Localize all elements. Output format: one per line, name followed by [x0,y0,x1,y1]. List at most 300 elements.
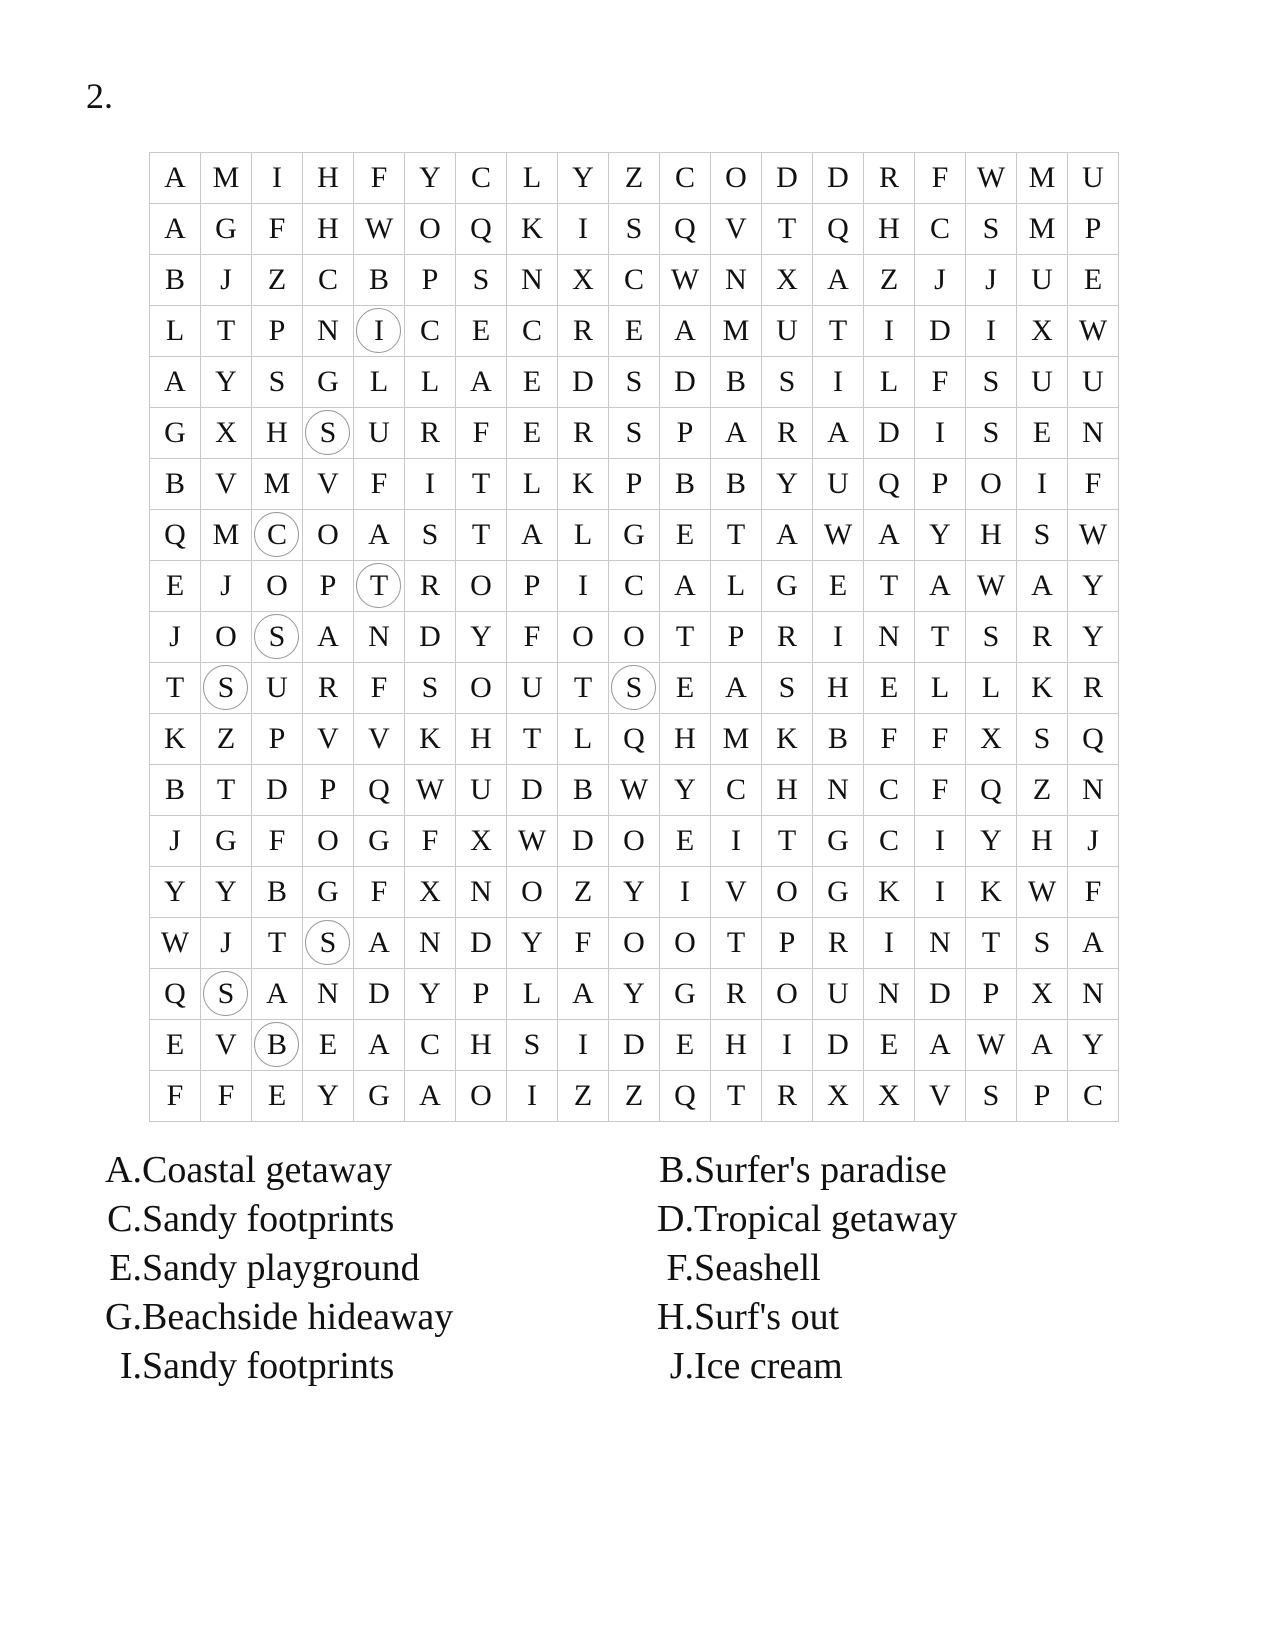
grid-cell[interactable]: O [660,918,711,969]
grid-cell[interactable]: O [201,612,252,663]
grid-cell[interactable]: Q [609,714,660,765]
grid-cell[interactable]: E [1068,255,1119,306]
grid-cell[interactable]: R [1017,612,1068,663]
grid-cell[interactable]: T [711,1071,762,1122]
grid-cell[interactable]: F [456,408,507,459]
grid-cell[interactable]: G [660,969,711,1020]
grid-cell[interactable]: I [915,408,966,459]
grid-cell[interactable]: W [660,255,711,306]
grid-cell[interactable]: Y [660,765,711,816]
grid-cell[interactable]: K [864,867,915,918]
grid-cell[interactable]: C [456,153,507,204]
grid-cell[interactable]: X [405,867,456,918]
grid-cell[interactable]: G [150,408,201,459]
grid-cell[interactable]: O [456,561,507,612]
grid-cell[interactable]: L [711,561,762,612]
grid-cell[interactable]: N [1068,969,1119,1020]
grid-cell[interactable]: E [150,1020,201,1071]
grid-cell[interactable]: A [711,663,762,714]
grid-cell[interactable]: W [507,816,558,867]
grid-cell[interactable]: C [711,765,762,816]
grid-cell[interactable]: E [813,561,864,612]
grid-cell[interactable]: Z [1017,765,1068,816]
grid-cell[interactable]: P [507,561,558,612]
grid-cell[interactable]: S [1017,510,1068,561]
grid-cell[interactable]: X [1017,969,1068,1020]
grid-cell-circled[interactable]: S [252,612,303,663]
grid-cell[interactable]: A [660,561,711,612]
grid-cell[interactable]: Y [609,969,660,1020]
grid-cell[interactable]: O [303,816,354,867]
grid-cell[interactable]: F [915,357,966,408]
grid-cell[interactable]: N [405,918,456,969]
grid-cell[interactable]: E [507,408,558,459]
grid-cell[interactable]: H [711,1020,762,1071]
grid-cell[interactable]: A [660,306,711,357]
grid-cell[interactable]: W [966,561,1017,612]
grid-cell[interactable]: O [252,561,303,612]
grid-cell-circled[interactable]: S [609,663,660,714]
grid-cell[interactable]: H [966,510,1017,561]
grid-cell[interactable]: W [966,153,1017,204]
grid-cell[interactable]: N [354,612,405,663]
grid-cell[interactable]: Q [456,204,507,255]
grid-cell[interactable]: U [252,663,303,714]
grid-cell[interactable]: S [405,510,456,561]
grid-cell[interactable]: A [762,510,813,561]
grid-cell[interactable]: R [405,408,456,459]
grid-cell[interactable]: Z [609,153,660,204]
grid-cell[interactable]: D [609,1020,660,1071]
grid-cell[interactable]: M [252,459,303,510]
grid-cell[interactable]: S [966,204,1017,255]
grid-cell[interactable]: D [660,357,711,408]
grid-cell[interactable]: B [711,459,762,510]
grid-cell[interactable]: Q [354,765,405,816]
grid-cell[interactable]: B [150,459,201,510]
grid-cell[interactable]: I [558,561,609,612]
grid-cell-circled[interactable]: C [252,510,303,561]
grid-cell[interactable]: N [813,765,864,816]
grid-cell[interactable]: X [1017,306,1068,357]
grid-cell[interactable]: U [1017,357,1068,408]
grid-cell[interactable]: E [609,306,660,357]
grid-cell[interactable]: X [456,816,507,867]
grid-cell[interactable]: Y [150,867,201,918]
grid-cell[interactable]: T [456,459,507,510]
grid-cell[interactable]: A [150,153,201,204]
grid-cell[interactable]: A [507,510,558,561]
grid-cell[interactable]: D [915,969,966,1020]
grid-cell[interactable]: V [303,459,354,510]
grid-cell[interactable]: G [609,510,660,561]
grid-cell[interactable]: Y [609,867,660,918]
grid-cell[interactable]: I [864,918,915,969]
grid-cell[interactable]: A [303,612,354,663]
grid-cell[interactable]: A [150,204,201,255]
grid-cell[interactable]: Y [558,153,609,204]
grid-cell[interactable]: T [813,306,864,357]
grid-cell[interactable]: V [303,714,354,765]
grid-cell[interactable]: C [405,1020,456,1071]
grid-cell[interactable]: T [711,918,762,969]
grid-cell[interactable]: A [150,357,201,408]
grid-cell[interactable]: W [405,765,456,816]
grid-cell[interactable]: X [966,714,1017,765]
grid-cell[interactable]: Q [150,510,201,561]
grid-cell[interactable]: F [1068,459,1119,510]
grid-cell[interactable]: D [762,153,813,204]
grid-cell[interactable]: Y [405,969,456,1020]
grid-cell[interactable]: P [711,612,762,663]
grid-cell[interactable]: I [1017,459,1068,510]
grid-cell[interactable]: T [201,306,252,357]
grid-cell[interactable]: X [762,255,813,306]
grid-cell[interactable]: O [762,867,813,918]
grid-cell[interactable]: W [1017,867,1068,918]
grid-cell[interactable]: C [609,255,660,306]
grid-cell[interactable]: Q [660,1071,711,1122]
grid-cell[interactable]: S [252,357,303,408]
grid-cell[interactable]: E [456,306,507,357]
grid-cell[interactable]: Z [558,867,609,918]
grid-cell[interactable]: H [303,153,354,204]
grid-cell[interactable]: M [201,510,252,561]
grid-cell[interactable]: N [864,612,915,663]
grid-cell-circled[interactable]: I [354,306,405,357]
grid-cell[interactable]: V [201,459,252,510]
grid-cell[interactable]: E [864,663,915,714]
grid-cell[interactable]: X [558,255,609,306]
grid-cell[interactable]: I [813,612,864,663]
grid-cell[interactable]: L [558,510,609,561]
grid-cell[interactable]: L [915,663,966,714]
grid-cell[interactable]: G [354,1071,405,1122]
grid-cell[interactable]: T [660,612,711,663]
grid-cell[interactable]: D [813,153,864,204]
grid-cell[interactable]: D [252,765,303,816]
grid-cell[interactable]: N [303,306,354,357]
grid-cell[interactable]: O [405,204,456,255]
grid-cell[interactable]: M [1017,204,1068,255]
grid-cell[interactable]: F [354,867,405,918]
grid-cell[interactable]: Y [762,459,813,510]
grid-cell[interactable]: J [201,255,252,306]
grid-cell[interactable]: Z [201,714,252,765]
grid-cell[interactable]: B [252,867,303,918]
grid-cell[interactable]: E [660,510,711,561]
grid-cell[interactable]: O [303,510,354,561]
grid-cell[interactable]: P [966,969,1017,1020]
grid-cell[interactable]: H [456,1020,507,1071]
grid-cell[interactable]: F [252,816,303,867]
grid-cell[interactable]: S [609,408,660,459]
grid-cell[interactable]: X [813,1071,864,1122]
grid-cell[interactable]: F [354,663,405,714]
grid-cell[interactable]: U [813,969,864,1020]
grid-cell[interactable]: V [711,204,762,255]
grid-cell[interactable]: K [405,714,456,765]
grid-cell[interactable]: B [711,357,762,408]
grid-cell-circled[interactable]: S [201,969,252,1020]
grid-cell[interactable]: T [762,204,813,255]
grid-cell[interactable]: V [354,714,405,765]
grid-cell[interactable]: I [966,306,1017,357]
grid-cell[interactable]: R [405,561,456,612]
grid-cell[interactable]: F [252,204,303,255]
grid-cell[interactable]: A [915,561,966,612]
grid-cell[interactable]: U [507,663,558,714]
grid-cell[interactable]: P [762,918,813,969]
grid-cell[interactable]: T [150,663,201,714]
grid-cell[interactable]: E [507,357,558,408]
grid-cell[interactable]: E [660,663,711,714]
grid-cell[interactable]: D [558,357,609,408]
grid-cell[interactable]: H [1017,816,1068,867]
grid-cell[interactable]: T [762,816,813,867]
grid-cell[interactable]: H [762,765,813,816]
grid-cell[interactable]: S [507,1020,558,1071]
grid-cell[interactable]: D [558,816,609,867]
grid-cell[interactable]: I [507,1071,558,1122]
grid-cell[interactable]: V [201,1020,252,1071]
grid-cell[interactable]: G [354,816,405,867]
grid-cell[interactable]: S [966,408,1017,459]
grid-cell[interactable]: K [507,204,558,255]
grid-cell[interactable]: W [150,918,201,969]
grid-cell[interactable]: F [354,153,405,204]
grid-cell[interactable]: F [405,816,456,867]
grid-cell[interactable]: Q [1068,714,1119,765]
grid-cell[interactable]: R [813,918,864,969]
grid-cell-circled[interactable]: S [303,918,354,969]
grid-cell[interactable]: E [660,1020,711,1071]
grid-cell[interactable]: Y [303,1071,354,1122]
grid-cell[interactable]: N [1068,408,1119,459]
grid-cell[interactable]: J [1068,816,1119,867]
grid-cell[interactable]: I [915,816,966,867]
grid-cell[interactable]: C [405,306,456,357]
grid-cell[interactable]: H [864,204,915,255]
grid-cell[interactable]: N [864,969,915,1020]
grid-cell[interactable]: U [1068,357,1119,408]
grid-cell[interactable]: X [864,1071,915,1122]
grid-cell[interactable]: V [915,1071,966,1122]
grid-cell[interactable]: J [201,918,252,969]
grid-cell[interactable]: U [456,765,507,816]
grid-cell[interactable]: Y [201,867,252,918]
grid-cell[interactable]: E [1017,408,1068,459]
grid-cell-circled[interactable]: T [354,561,405,612]
grid-cell[interactable]: S [405,663,456,714]
grid-cell[interactable]: A [354,510,405,561]
grid-cell[interactable]: I [915,867,966,918]
grid-cell[interactable]: L [864,357,915,408]
grid-cell[interactable]: M [201,153,252,204]
grid-cell[interactable]: S [1017,714,1068,765]
grid-cell[interactable]: Y [1068,612,1119,663]
grid-cell[interactable]: H [252,408,303,459]
grid-cell[interactable]: T [201,765,252,816]
grid-cell[interactable]: A [813,255,864,306]
grid-cell[interactable]: C [864,816,915,867]
grid-cell[interactable]: P [609,459,660,510]
grid-cell[interactable]: T [456,510,507,561]
grid-cell[interactable]: A [1017,1020,1068,1071]
grid-cell[interactable]: A [864,510,915,561]
grid-cell[interactable]: S [762,357,813,408]
grid-cell[interactable]: B [660,459,711,510]
grid-cell[interactable]: S [609,204,660,255]
grid-cell[interactable]: S [609,357,660,408]
grid-cell[interactable]: Y [405,153,456,204]
grid-cell[interactable]: J [150,816,201,867]
grid-cell[interactable]: C [303,255,354,306]
grid-cell[interactable]: C [1068,1071,1119,1122]
grid-cell[interactable]: W [354,204,405,255]
grid-cell[interactable]: O [609,816,660,867]
grid-cell[interactable]: N [711,255,762,306]
grid-cell[interactable]: G [813,867,864,918]
grid-cell[interactable]: T [507,714,558,765]
grid-cell[interactable]: P [252,714,303,765]
grid-cell[interactable]: R [303,663,354,714]
grid-cell[interactable]: G [201,816,252,867]
grid-cell[interactable]: A [915,1020,966,1071]
grid-cell[interactable]: F [915,153,966,204]
grid-cell[interactable]: O [966,459,1017,510]
grid-cell[interactable]: O [558,612,609,663]
grid-cell[interactable]: D [354,969,405,1020]
grid-cell[interactable]: Y [915,510,966,561]
grid-cell[interactable]: S [966,612,1017,663]
grid-cell[interactable]: Q [864,459,915,510]
grid-cell[interactable]: T [915,612,966,663]
grid-cell[interactable]: I [813,357,864,408]
grid-cell[interactable]: H [456,714,507,765]
grid-cell[interactable]: E [660,816,711,867]
grid-cell[interactable]: Z [864,255,915,306]
grid-cell[interactable]: O [711,153,762,204]
grid-cell[interactable]: W [1068,306,1119,357]
grid-cell[interactable]: P [252,306,303,357]
grid-cell[interactable]: R [558,408,609,459]
grid-cell[interactable]: F [915,714,966,765]
grid-cell[interactable]: A [354,918,405,969]
grid-cell[interactable]: R [1068,663,1119,714]
grid-cell[interactable]: S [1017,918,1068,969]
grid-cell-circled[interactable]: B [252,1020,303,1071]
grid-cell[interactable]: N [303,969,354,1020]
grid-cell[interactable]: G [201,204,252,255]
grid-cell[interactable]: R [762,612,813,663]
grid-cell[interactable]: N [1068,765,1119,816]
grid-cell[interactable]: L [150,306,201,357]
grid-cell[interactable]: X [201,408,252,459]
grid-cell[interactable]: I [558,204,609,255]
grid-cell[interactable]: L [507,459,558,510]
grid-cell[interactable]: D [864,408,915,459]
grid-cell[interactable]: T [864,561,915,612]
grid-cell[interactable]: S [966,1071,1017,1122]
grid-cell[interactable]: E [303,1020,354,1071]
grid-cell[interactable]: W [609,765,660,816]
grid-cell[interactable]: I [405,459,456,510]
grid-cell[interactable]: E [150,561,201,612]
grid-cell[interactable]: E [864,1020,915,1071]
grid-cell[interactable]: I [558,1020,609,1071]
grid-cell[interactable]: U [1068,153,1119,204]
grid-cell[interactable]: M [1017,153,1068,204]
grid-cell[interactable]: H [813,663,864,714]
grid-cell[interactable]: T [711,510,762,561]
grid-cell[interactable]: D [507,765,558,816]
grid-cell[interactable]: L [966,663,1017,714]
grid-cell[interactable]: P [303,561,354,612]
grid-cell[interactable]: L [405,357,456,408]
grid-cell[interactable]: D [915,306,966,357]
grid-cell[interactable]: T [252,918,303,969]
grid-cell[interactable]: O [456,663,507,714]
grid-cell[interactable]: P [1017,1071,1068,1122]
grid-cell[interactable]: M [711,306,762,357]
grid-cell[interactable]: R [711,969,762,1020]
grid-cell[interactable]: G [303,867,354,918]
grid-cell[interactable]: O [762,969,813,1020]
grid-cell[interactable]: Z [609,1071,660,1122]
grid-cell[interactable]: Y [1068,561,1119,612]
grid-cell[interactable]: P [1068,204,1119,255]
grid-cell[interactable]: A [405,1071,456,1122]
grid-cell[interactable]: B [558,765,609,816]
grid-cell[interactable]: O [609,612,660,663]
grid-cell[interactable]: I [252,153,303,204]
grid-cell[interactable]: G [813,816,864,867]
grid-cell[interactable]: F [150,1071,201,1122]
grid-cell[interactable]: P [405,255,456,306]
grid-cell[interactable]: H [303,204,354,255]
grid-cell[interactable]: Y [456,612,507,663]
grid-cell[interactable]: A [813,408,864,459]
grid-cell[interactable]: J [201,561,252,612]
grid-cell[interactable]: P [303,765,354,816]
grid-cell[interactable]: K [762,714,813,765]
grid-cell[interactable]: O [456,1071,507,1122]
grid-cell[interactable]: A [1068,918,1119,969]
grid-cell[interactable]: A [711,408,762,459]
grid-cell[interactable]: Q [966,765,1017,816]
grid-cell[interactable]: U [813,459,864,510]
grid-cell[interactable]: L [507,969,558,1020]
grid-cell[interactable]: A [252,969,303,1020]
grid-cell[interactable]: A [1017,561,1068,612]
grid-cell[interactable]: N [915,918,966,969]
grid-cell[interactable]: A [456,357,507,408]
grid-cell[interactable]: F [864,714,915,765]
grid-cell[interactable]: N [456,867,507,918]
grid-cell[interactable]: B [150,765,201,816]
grid-cell[interactable]: G [762,561,813,612]
grid-cell[interactable]: Q [660,204,711,255]
grid-cell[interactable]: Q [150,969,201,1020]
grid-cell[interactable]: O [507,867,558,918]
grid-cell[interactable]: Y [966,816,1017,867]
grid-cell[interactable]: O [609,918,660,969]
grid-cell[interactable]: I [660,867,711,918]
grid-cell[interactable]: K [966,867,1017,918]
grid-cell[interactable]: I [864,306,915,357]
grid-cell[interactable]: C [864,765,915,816]
